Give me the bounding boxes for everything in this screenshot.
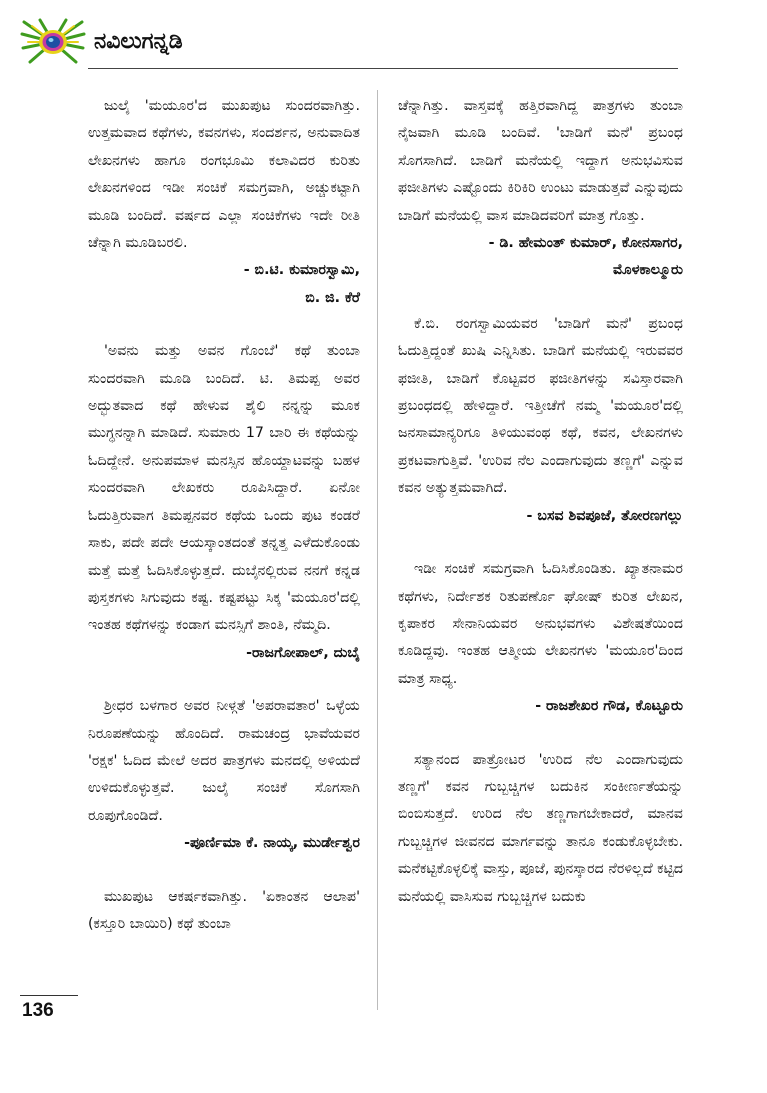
letter-signature-name: - ರಾಜಶೇಖರ ಗೌಡ, ಕೊಟ್ಟೂರು	[535, 698, 683, 715]
letter-signature-name: - ಬಸವ ಶಿವಪೂಜೆ, ತೋರಣಗಲ್ಲು	[526, 507, 683, 524]
letter	[398, 747, 683, 911]
letter	[88, 884, 360, 939]
letter-text: ಕೆ.ಬಿ. ರಂಗಸ್ವಾಮಿಯವರ 'ಬಾಡಿಗೆ ಮನೆ' ಪ್ರಬಂಧ ಓದುತ್ತಿದ್ದಂತೆ ಖುಷಿ ಎನ್ನಿಸಿತು. ಬಾಡಿಗೆ ಮನೆಯಲ್ಲಿ ಇರುವವರ ಫಜೀತಿ, ಬಾಡಿಗೆ ಕೊಟ್ಟವರ ಫಜೀತಿಗಳನ್ನು ಸವಿಸ್ತಾರವಾಗಿ ಪ್ರಬಂಧದಲ್ಲಿ ಹೇಳಿದ್ದಾರೆ. ಇತ್ತೀಚೆಗೆ ನಮ್ಮ 'ಮಯೂರ'ದಲ್ಲಿ ಜನಸಾಮಾನ್ಯರಿಗೂ ತಿಳಿಯುವಂಥ ಕಥೆ, ಕವನ, ಲೇಖನಗಳು ಪ್ರಕಟವಾಗುತ್ತಿವೆ. 'ಉರಿವ ನೆಲ ಎಂದಾಗುವುದು ತಣ್ಣಗೆ' ಎನ್ನುವ ಕವನ ಅತ್ಯುತ್ತಮವಾಗಿದೆ.	[398, 315, 683, 497]
magazine-title: ನವಿಲುಗನ್ನಡಿ	[94, 29, 183, 54]
footer-divider	[20, 995, 78, 996]
letter-signature-place: ಬಿ. ಜಿ. ಕೆರೆ	[305, 289, 360, 306]
header-divider	[88, 68, 678, 69]
page-header	[20, 18, 680, 68]
letter	[88, 693, 360, 857]
column-divider	[377, 90, 378, 1010]
letter-text: ಸತ್ಯಾನಂದ ಪಾತ್ರೋಟರ 'ಉರಿದ ನೆಲ ಎಂದಾಗುವುದು ತಣ್ಣಗೆ' ಕವನ ಗುಬ್ಬಚ್ಚಿಗಳ ಬದುಕಿನ ಸಂಕೀರ್ಣತೆಯನ್ನು ಬಿಂಬಿಸುತ್ತದೆ. ಉರಿದ ನೆಲ ತಣ್ಣಗಾಗಬೇಕಾದರೆ, ಮಾನವ ಗುಬ್ಬಚ್ಚಿಗಳ ಜೀವನದ ಮಾರ್ಗವನ್ನು ತಾನೂ ಕಂಡುಕೊಳ್ಳಬೇಕು. ಮನೆಕಟ್ಟಿಕೊಳ್ಳಲಿಕ್ಕೆ ವಾಸ್ತು, ಪೂಜೆ, ಪುನಸ್ಕಾರದ ನೆರಳಿಲ್ಲದೆ ಕಟ್ಟಿದ ಮನೆಯಲ್ಲಿ ವಾಸಿಸುವ ಗುಬ್ಬಚ್ಚಿಗಳ ಬದುಕು	[398, 751, 684, 905]
letter	[88, 93, 360, 312]
letter-text: ಇಡೀ ಸಂಚಿಕೆ ಸಮಗ್ರವಾಗಿ ಓದಿಸಿಕೊಂಡಿತು. ಖ್ಯಾತನಾಮರ ಕಥೆಗಳು, ನಿರ್ದೇಶಕ ರಿತುಪರ್ಣೊ ಘೋಷ್ ಕುರಿತ ಲೇಖನ, ಕೃಪಾಕರ ಸೇನಾನಿಯವರ ಅನುಭವಗಳು ವಿಶೇಷತೆಯಿಂದ ಕೂಡಿದ್ದವು. ಇಂತಹ ಆತ್ಮೀಯ ಲೇಖನಗಳು 'ಮಯೂರ'ದಿಂದ ಮಾತ್ರ ಸಾಧ್ಯ.	[398, 561, 683, 687]
letter-text: ಮುಖಪುಟ ಆಕರ್ಷಕವಾಗಿತ್ತು. 'ಏಕಾಂತನ ಆಲಾಪ' (ಕಸ್ತೂರಿ ಬಾಯಿರಿ) ಕಥೆ ತುಂಬಾ	[88, 888, 360, 932]
letter-signature-name: -ರಾಜಗೋಪಾಲ್, ದುಬೈ	[246, 644, 360, 661]
letter-signature-name: - ಬಿ.ಟಿ. ಕುಮಾರಸ್ವಾಮಿ,	[243, 262, 360, 279]
letter-signature-name: -ಪೂರ್ಣಿಮಾ ಕೆ. ನಾಯ್ಕ, ಮುರ್ಡೇಶ್ವರ	[184, 835, 360, 852]
letter	[398, 311, 683, 530]
letter	[88, 338, 360, 667]
peacock-feather-icon	[20, 18, 86, 66]
page-number: 136	[22, 1000, 54, 1021]
letter-text: ಚೆನ್ನಾಗಿತ್ತು. ವಾಸ್ತವಕ್ಕೆ ಹತ್ತಿರವಾಗಿದ್ದ ಪಾತ್ರಗಳು ತುಂಬಾ ನೈಜವಾಗಿ ಮೂಡಿ ಬಂದಿವೆ. 'ಬಾಡಿಗೆ ಮನೆ' ಪ್ರಬಂಧ ಸೊಗಸಾಗಿದೆ. ಬಾಡಿಗೆ ಮನೆಯಲ್ಲಿ ಇದ್ದಾಗ ಅನುಭವಿಸುವ ಫಜೀತಿಗಳು ಎಷ್ಟೊಂದು ಕಿರಿಕಿರಿ ಉಂಟು ಮಾಡುತ್ತವೆ ಎನ್ನುವುದು ಬಾಡಿಗೆ ಮನೆಯಲ್ಲಿ ವಾಸ ಮಾಡಿದವರಿಗೆ ಮಾತ್ರ ಗೊತ್ತು.	[398, 98, 683, 224]
letter-text: ಶ್ರೀಧರ ಬಳಗಾರ ಅವರ ನೀಳ್ಗತೆ 'ಅಪರಾವತಾರ' ಒಳ್ಳೆಯ ನಿರೂಪಣೆಯನ್ನು ಹೊಂದಿದೆ. ರಾಮಚಂದ್ರ ಭಾವೆಯವರ 'ರಕ್ಷಕ' ಓದಿದ ಮೇಲೆ ಅದರ ಪಾತ್ರಗಳು ಮನದಲ್ಲಿ ಅಳಿಯದೆ ಉಳಿದುಕೊಳ್ಳುತ್ತವೆ. ಜುಲೈ ಸಂಚಿಕೆ ಸೊಗಸಾಗಿ ರೂಪುಗೊಂಡಿದೆ.	[88, 698, 360, 824]
letter-text: 'ಅವನು ಮತ್ತು ಅವನ ಗೊಂಬೆ' ಕಥೆ ತುಂಬಾ ಸುಂದರವಾಗಿ ಮೂಡಿ ಬಂದಿದೆ. ಟಿ. ತಿಮಪ್ಪ ಅವರ ಅದ್ಭುತವಾದ ಕಥೆ ಹೇಳುವ ಶೈಲಿ ನನ್ನನ್ನು ಮೂಕ ಮುಗ್ಧನನ್ನಾಗಿ ಮಾಡಿದೆ. ಸುಮಾರು 17 ಬಾರಿ ಈ ಕಥೆಯನ್ನು ಓದಿದ್ದೇನೆ. ಅನುಪಮಾಳ ಮನಸ್ಸಿನ ಹೊಯ್ದಾಟವನ್ನು ಬಹಳ ಸುಂದರವಾಗಿ ಲೇಖಕರು ರೂಪಿಸಿದ್ದಾರೆ. ಏನೋ ಓದುತ್ತಿರುವಾಗ ತಿಮಪ್ಪನವರ ಕಥೆಯ ಒಂದು ಪುಟ ಕಂಡರೆ ಸಾಕು, ಪದೇ ಪದೇ ಆಯಸ್ಕಾಂತದಂತೆ ತನ್ನತ್ತ ಎಳೆದುಕೊಂಡು ಮತ್ತೆ ಮತ್ತೆ ಓದಿಸಿಕೊಳ್ಳುತ್ತದೆ. ದುಬೈನಲ್ಲಿರುವ ನನಗೆ ಕನ್ನಡ ಪುಸ್ತಕಗಳು ಸಿಗುವುದು ಕಷ್ಟ. ಕಷ್ಟಪಟ್ಟು ಸಿಕ್ಕ 'ಮಯೂರ'ದಲ್ಲಿ ಇಂತಹ ಕಥೆಗಳನ್ನು ಕಂಡಾಗ ಮನಸ್ಸಿಗೆ ಶಾಂತಿ, ನೆಮ್ಮದಿ.	[88, 343, 360, 634]
letter	[398, 556, 683, 720]
left-column	[88, 93, 360, 938]
letter	[398, 93, 683, 285]
right-column	[398, 93, 683, 911]
letter-signature-name: - ಡಿ. ಹೇಮಂತ್ ಕುಮಾರ್, ಕೋನಸಾಗರ,	[488, 235, 683, 252]
letter-signature-place: ಮೊಳಕಾಲ್ಮೂರು	[612, 262, 683, 279]
letter-text: ಜುಲೈ 'ಮಯೂರ'ದ ಮುಖಪುಟ ಸುಂದರವಾಗಿತ್ತು. ಉತ್ತಮವಾದ ಕಥೆಗಳು, ಕವನಗಳು, ಸಂದರ್ಶನ, ಅನುವಾದಿತ ಲೇಖನಗಳು ಹಾಗೂ ರಂಗಭೂಮಿ ಕಲಾವಿದರ ಕುರಿತು ಲೇಖನಗಳಿಂದ ಇಡೀ ಸಂಚಿಕೆ ಸಮಗ್ರವಾಗಿ, ಅಚ್ಚುಕಟ್ಟಾಗಿ ಮೂಡಿ ಬಂದಿದೆ. ವರ್ಷದ ಎಲ್ಲಾ ಸಂಚಿಕೆಗಳು ಇದೇ ರೀತಿ ಚೆನ್ನಾಗಿ ಮೂಡಿಬರಲಿ.	[88, 98, 360, 252]
